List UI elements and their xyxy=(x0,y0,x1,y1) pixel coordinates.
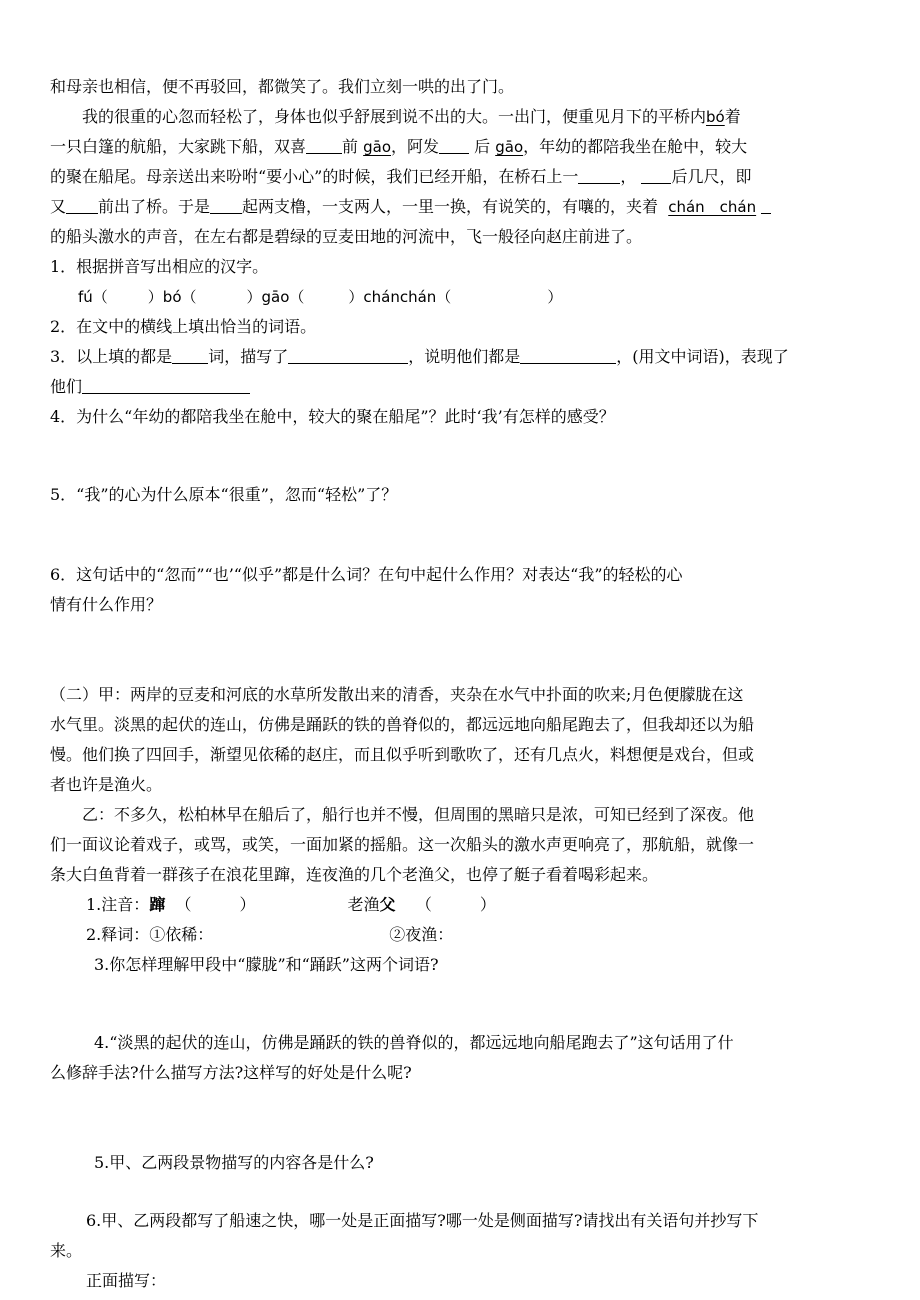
part2-yi-line-3: 条大白鱼背着一群孩子在浪花里蹿，连夜渔的几个老渔父，也停了艇子看着喝彩起来。 xyxy=(50,865,659,884)
pinyin-bo: bó xyxy=(706,108,725,126)
question-1-answers: fú（ ）bó（ ）gāo（ ）chánchán（ ） xyxy=(78,288,563,306)
fill-blank[interactable] xyxy=(172,345,208,364)
fill-blank[interactable] xyxy=(761,195,771,214)
answer-space[interactable]: （ ） xyxy=(175,895,256,914)
part2-question-4-line-1: 4.“淡黑的起伏的连山，仿佛是踊跃的铁的兽脊似的，都远远地向船尾跑去了”这句话用了什 xyxy=(94,1033,734,1052)
part2-question-3: 3.你怎样理解甲段中“朦胧”和“踊跃”这两个词语? xyxy=(94,955,439,974)
pinyin-chanchan: chán chán xyxy=(668,198,757,216)
passage-line-3: 一只白篷的航船，大家跳下船，双喜 前 gāo，阿发 后 gāo，年幼的都陪我坐在舱中，较大 xyxy=(50,137,748,156)
passage-line-1: 和母亲也相信，便不再驳回，都微笑了。我们立刻一哄的出了门。 xyxy=(50,77,515,96)
passage-line-6: 的船头激水的声音，在左右都是碧绿的豆麦田地的河流中，飞一般径向赵庄前进了。 xyxy=(50,227,643,246)
part2-yi-line-2: 们一面议论着戏子，或骂，或笑，一面加紧的摇船。这一次船头的激水声更响亮了，那航船，就像一 xyxy=(50,835,755,854)
fill-blank[interactable] xyxy=(288,345,408,364)
part2-jia-line-3: 慢。他们换了四回手，渐望见依稀的赵庄，而且似乎听到歌吹了，还有几点火，料想便是戏台，但或 xyxy=(50,745,755,764)
part2-question-6-line-2: 来。 xyxy=(50,1241,83,1260)
fill-blank[interactable] xyxy=(82,375,250,394)
fill-blank[interactable] xyxy=(439,135,469,154)
fill-blank[interactable] xyxy=(641,165,671,184)
part2-question-6-line-1: 6.甲、乙两段都写了船速之快，哪一处是正面描写?哪一处是侧面描写?请找出有关语句并抄写下 xyxy=(86,1211,759,1230)
pinyin-gao: gāo xyxy=(495,138,524,156)
fill-blank[interactable] xyxy=(306,135,342,154)
question-3-line-1: 3．以上填的都是 词，描写了 ，说明他们都是 ，(用文中词语)，表现了 xyxy=(50,347,789,366)
pinyin-gao: gāo xyxy=(363,138,392,156)
part2-question-6-answer-label: 正面描写： xyxy=(86,1271,167,1290)
passage-line-4: 的聚在船尾。母亲送出来吩咐“要小心”的时候，我们已经开船，在桥石上一 ， 后几尺，即 xyxy=(50,167,752,186)
passage-line-2: 我的很重的心忽而轻松了，身体也似乎舒展到说不出的大。一出门，便重见月下的平桥内bó着 xyxy=(82,107,741,126)
part2-jia-line-2: 水气里。淡黑的起伏的连山，仿佛是踊跃的铁的兽脊似的，都远远地向船尾跑去了，但我却还以为船 xyxy=(50,715,755,734)
worksheet xyxy=(50,72,872,1290)
question-6-line-2: 情有什么作用？ xyxy=(50,595,163,614)
question-4: 4．为什么“年幼的都陪我坐在舱中，较大的聚在船尾”？此时‘我’有怎样的感受？ xyxy=(50,407,615,426)
question-6-line-1: 6．这句话中的“忽而”“也’“似乎”都是什么词？在句中起什么作用？对表达“我”的轻松的心 xyxy=(50,565,683,584)
question-3-line-2: 他们 xyxy=(50,372,872,402)
fill-blank[interactable] xyxy=(578,165,620,184)
fill-blank[interactable] xyxy=(210,195,242,214)
question-1: 1．根据拼音写出相应的汉字。 xyxy=(50,257,269,276)
answer-space[interactable]: （ ） xyxy=(415,895,496,914)
fill-blank[interactable] xyxy=(66,195,98,214)
part2-question-1: 1.注音：蹿 （ ） 老渔父 （ ） xyxy=(86,895,496,914)
fill-blank[interactable] xyxy=(520,345,616,364)
question-5: 5．“我”的心为什么原本“很重”，忽而“轻松”了？ xyxy=(50,485,398,504)
part2-jia-line-4: 者也许是渔火。 xyxy=(50,775,163,794)
part2-jia-line-1: （二）甲：两岸的豆麦和河底的水草所发散出来的清香，夹杂在水气中扑面的吹来;月色便朦胧在这 xyxy=(50,685,744,704)
part2-yi-line-1: 乙：不多久，松柏林早在船后了，船行也并不慢，但周围的黑暗只是浓，可知已经到了深夜。他 xyxy=(82,805,755,824)
part2-question-5: 5.甲、乙两段景物描写的内容各是什么? xyxy=(94,1153,374,1172)
part2-question-4-line-2: 么修辞手法?什么描写方法?这样写的好处是什么呢? xyxy=(50,1063,412,1082)
part2-question-2: 2.释词：①依稀： ②夜渔： xyxy=(86,925,454,944)
question-2: 2．在文中的横线上填出恰当的词语。 xyxy=(50,317,317,336)
passage-line-5: 又 前出了桥。于是 起两支橹，一支两人，一里一换，有说笑的，有嚷的，夹着 chán chán xyxy=(50,192,872,222)
